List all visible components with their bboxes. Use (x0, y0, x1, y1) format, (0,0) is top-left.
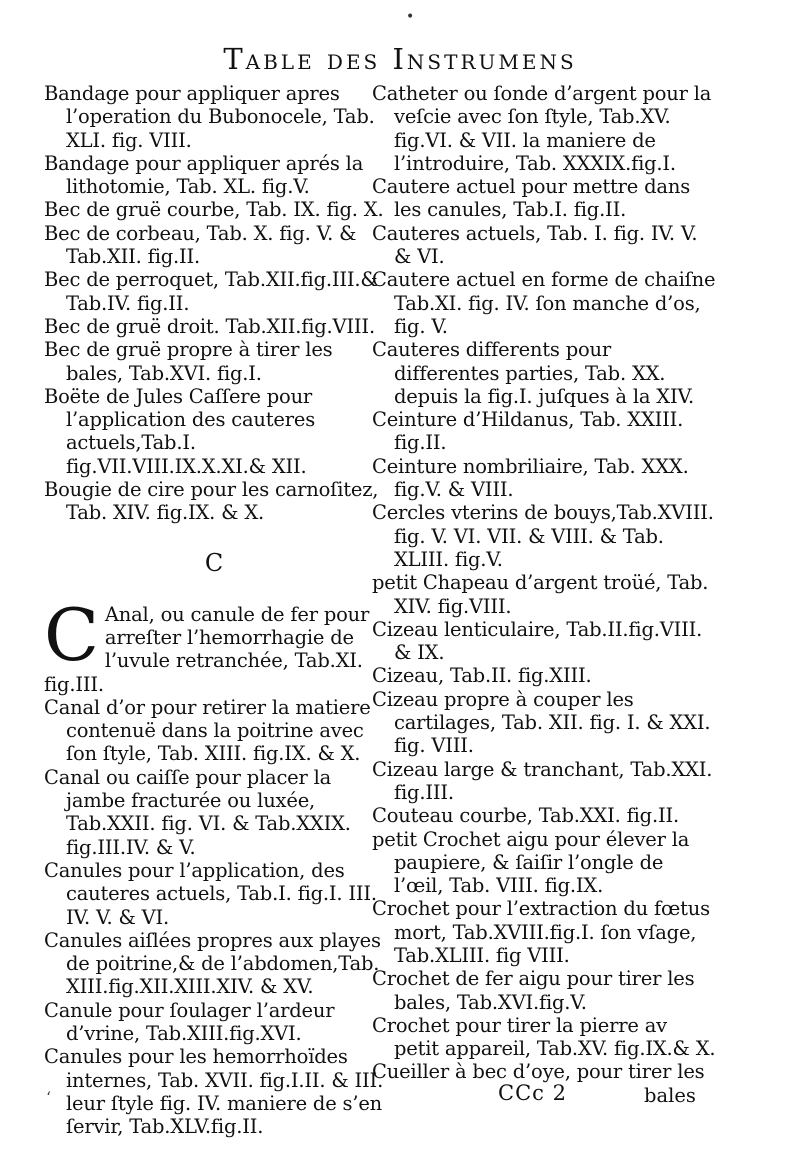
index-entry: Bougie de cire pour les carnoſitez, Tab. XIV. fig.IX. & X. (44, 478, 379, 525)
index-entry: Catheter ou ſonde d’argent pour la veſcie avec ſon ſtyle, Tab.XV. fig.VI. & VII. la maniere de l’introduire, Tab. XXXIX.fig.I. (372, 82, 712, 175)
index-entry: Crochet pour l’extraction du fœtus mort, Tab.XVIII.fig.I. ſon vſage, Tab.XLIII. fig VIII. (372, 897, 710, 967)
index-entry: Bandage pour appliquer aprés la lithotomie, Tab. XL. fig.V. (44, 151, 364, 199)
index-entry: petit Chapeau d’argent troüé, Tab. XIV. fig.VIII. (372, 571, 709, 618)
index-entry: Crochet de fer aigu pour tirer les bales, Tab.XVI.fig.V. (372, 967, 695, 1014)
index-entry: Cautere actuel pour mettre dans les canules, Tab.I. fig.II. (372, 175, 690, 222)
index-entry: Cizeau, Tab.II. fig.XIII. (372, 664, 592, 688)
index-entry: Boëte de Jules Caſſere pour l’application des cauteres actuels,Tab.I. fig.VII.VIII.IX.X.XI.& XII. (44, 384, 315, 478)
top-mark: • (406, 9, 415, 25)
left-column (44, 82, 384, 1138)
index-entry: Canal d’or pour retirer la matiere contenuë dans la poitrine avec ſon ſtyle, Tab. XIII. fig.IX. & X. (44, 695, 371, 766)
drop-cap-entry-text: Anal, ou canule de fer pour arreſter l’hemorrhagie de l’uvule retranchée, Tab.XI. fig.III. (44, 602, 370, 696)
drop-cap-entry (44, 592, 384, 696)
index-entry: Cercles vterins de bouys,Tab.XVIII. fig. V. VI. VII. & VIII. & Tab. XLIII. fig.V. (372, 501, 714, 571)
section-letter: C (204, 548, 224, 577)
signature-mark: CCc 2 (498, 1081, 567, 1105)
index-entry: Bec de corbeau, Tab. X. fig. V. & Tab.XII. fig.II. (44, 221, 357, 269)
index-entry: Bandage pour appliquer apres l’operation du Bubonocele, Tab. XLI. fig. VIII. (44, 82, 375, 152)
index-entry: Cizeau lenticulaire, Tab.II.fig.VIII. & IX. (372, 617, 703, 665)
index-entry: Crochet pour tirer la pierre av petit appareil, Tab.XV. fig.IX.& X. (372, 1013, 716, 1061)
index-entry: Canule pour ſoulager l’ardeur d’vrine, Tab.XIII.fig.XVI. (44, 998, 335, 1045)
index-entry: Canal ou caiſſe pour placer la jambe fracturée ou luxée, Tab.XXII. fig. VI. & Tab.XXIX. fig.III.IV. & V. (44, 765, 351, 859)
index-entry: Canules pour les hemorrhoïdes internes, Tab. XVII. fig.I.II. & III. leur ſtyle fig. IV. maniere de s’en ſervir, Tab.XLV.fig.II. (44, 1045, 384, 1139)
index-entry: Ceinture d’Hildanus, Tab. XXIII. fig.II. (372, 408, 684, 455)
index-entry: Canules aiſlées propres aux playes de poitrine,& de l’abdomen,Tab. XIII.fig.XII.XIII.XIV. & XV. (44, 928, 381, 999)
index-entry: Ceinture nombriliaire, Tab. XXX. fig.V. & VIII. (372, 454, 689, 502)
entry-list-b (44, 82, 384, 525)
index-entry: Cautere actuel en forme de chaiſne Tab.XI. fig. IV. ſon manche d’os, fig. V. (372, 268, 716, 338)
index-entry: Couteau courbe, Tab.XXI. fig.II. (372, 804, 679, 828)
index-entry: Cauteres differents pour differentes parties, Tab. XX. depuis la fig.I. juſques à la XIV. (372, 338, 694, 408)
index-entry: Cizeau propre à couper les cartilages, Tab. XII. fig. I. & XXI. fig. VIII. (372, 687, 711, 758)
index-entry: Bec de gruë courbe, Tab. IX. fig. X. (44, 198, 384, 222)
index-entry: petit Crochet aigu pour élever la paupiere, & ſaiſir l’ongle de l’œil, Tab. VIII. fig.IX. (372, 827, 690, 898)
catchword: bales (644, 1084, 696, 1107)
margin-mark: ‘ (46, 1088, 52, 1107)
index-entry: Cauteres actuels, Tab. I. fig. IV. V. & VI. (372, 221, 698, 269)
index-entry: Bec de perroquet, Tab.XII.fig.III.& Tab.IV. fig.II. (44, 268, 378, 315)
page-header: Table des Instrumens (223, 42, 577, 76)
entry-list-c (44, 696, 384, 1139)
index-entry: Cizeau large & tranchant, Tab.XXI. fig.III. (372, 757, 713, 804)
index-entry: Cueiller à bec d’oye, pour tirer les (372, 1060, 705, 1084)
index-entry: Bec de gruë propre à tirer les bales, Tab.XVI. fig.I. (44, 338, 333, 385)
index-entry: Bec de gruë droit. Tab.XII.fig.VIII. (44, 314, 375, 338)
drop-cap: C (44, 592, 99, 677)
index-entry: Canules pour l’application, des cauteres actuels, Tab.I. fig.I. III. IV. V. & VI. (44, 858, 377, 929)
right-column (372, 82, 717, 1084)
